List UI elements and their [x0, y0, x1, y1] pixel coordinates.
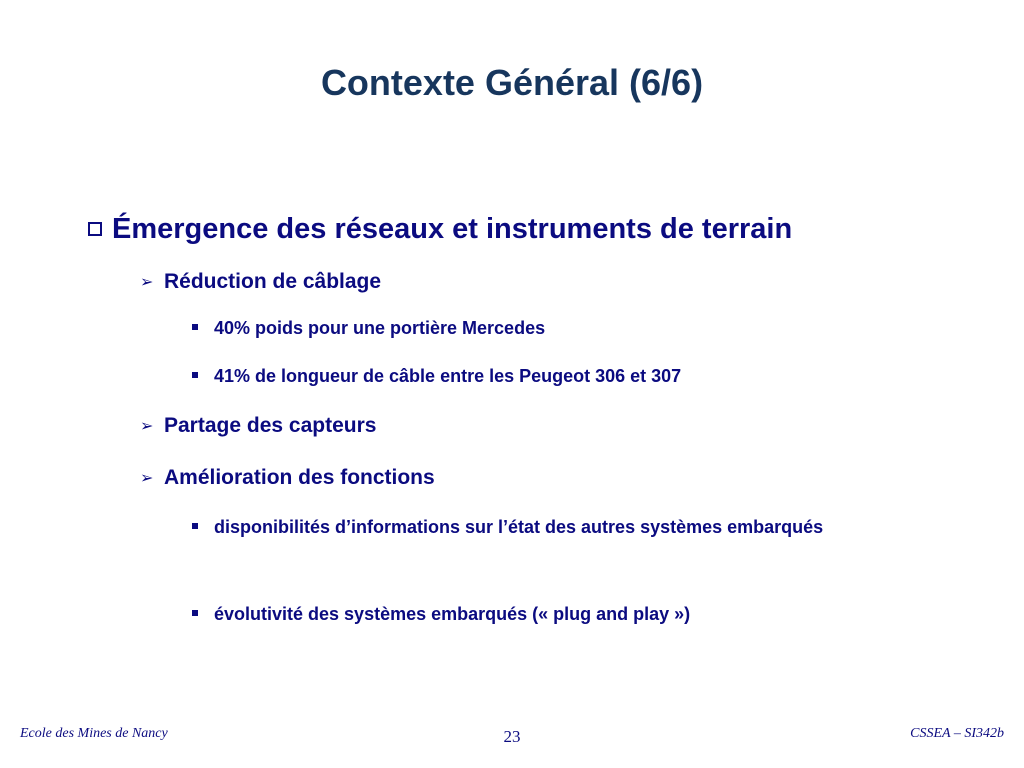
item-text: évolutivité des systèmes embarqués (« plug and play »): [214, 604, 691, 624]
sub-bullet-text: Réduction de câblage: [164, 270, 382, 293]
arrow-bullet-icon: ➢: [140, 274, 154, 291]
item-text: 41% de longueur de câble entre les Peugeot 306 et 307: [214, 366, 682, 386]
filled-square-bullet-icon: [192, 610, 198, 616]
page-number: 23: [503, 727, 521, 746]
footer-school: Ecole des Mines de Nancy: [20, 726, 168, 741]
item-mercedes: [192, 308, 545, 348]
sub-bullet-functions: [140, 461, 435, 496]
filled-square-bullet-icon: [192, 324, 198, 330]
filled-square-bullet-icon: [192, 372, 198, 378]
sub-bullet-text: Amélioration des fonctions: [164, 466, 435, 489]
sub-bullet-cabling: [140, 265, 381, 300]
arrow-bullet-icon: ➢: [140, 470, 154, 487]
item-peugeot: [192, 356, 681, 396]
item-information: [192, 507, 872, 547]
item-text: 40% poids pour une portière Mercedes: [214, 318, 546, 338]
main-bullet-text: Émergence des réseaux et instruments de terrain: [112, 213, 793, 245]
sub-bullet-text: Partage des capteurs: [164, 414, 377, 437]
main-bullet: [88, 205, 792, 253]
sub-bullet-sensors: [140, 409, 376, 444]
item-evolutivity: [192, 594, 690, 634]
slide-title: Contexte Général (6/6): [320, 62, 704, 103]
arrow-bullet-icon: ➢: [140, 418, 154, 435]
item-text: disponibilités d’informations sur l’état des autres systèmes embarqués: [214, 517, 824, 537]
filled-square-bullet-icon: [192, 523, 198, 529]
hollow-square-bullet-icon: [88, 222, 102, 236]
footer-course: CSSEA – SI342b: [910, 726, 1004, 741]
